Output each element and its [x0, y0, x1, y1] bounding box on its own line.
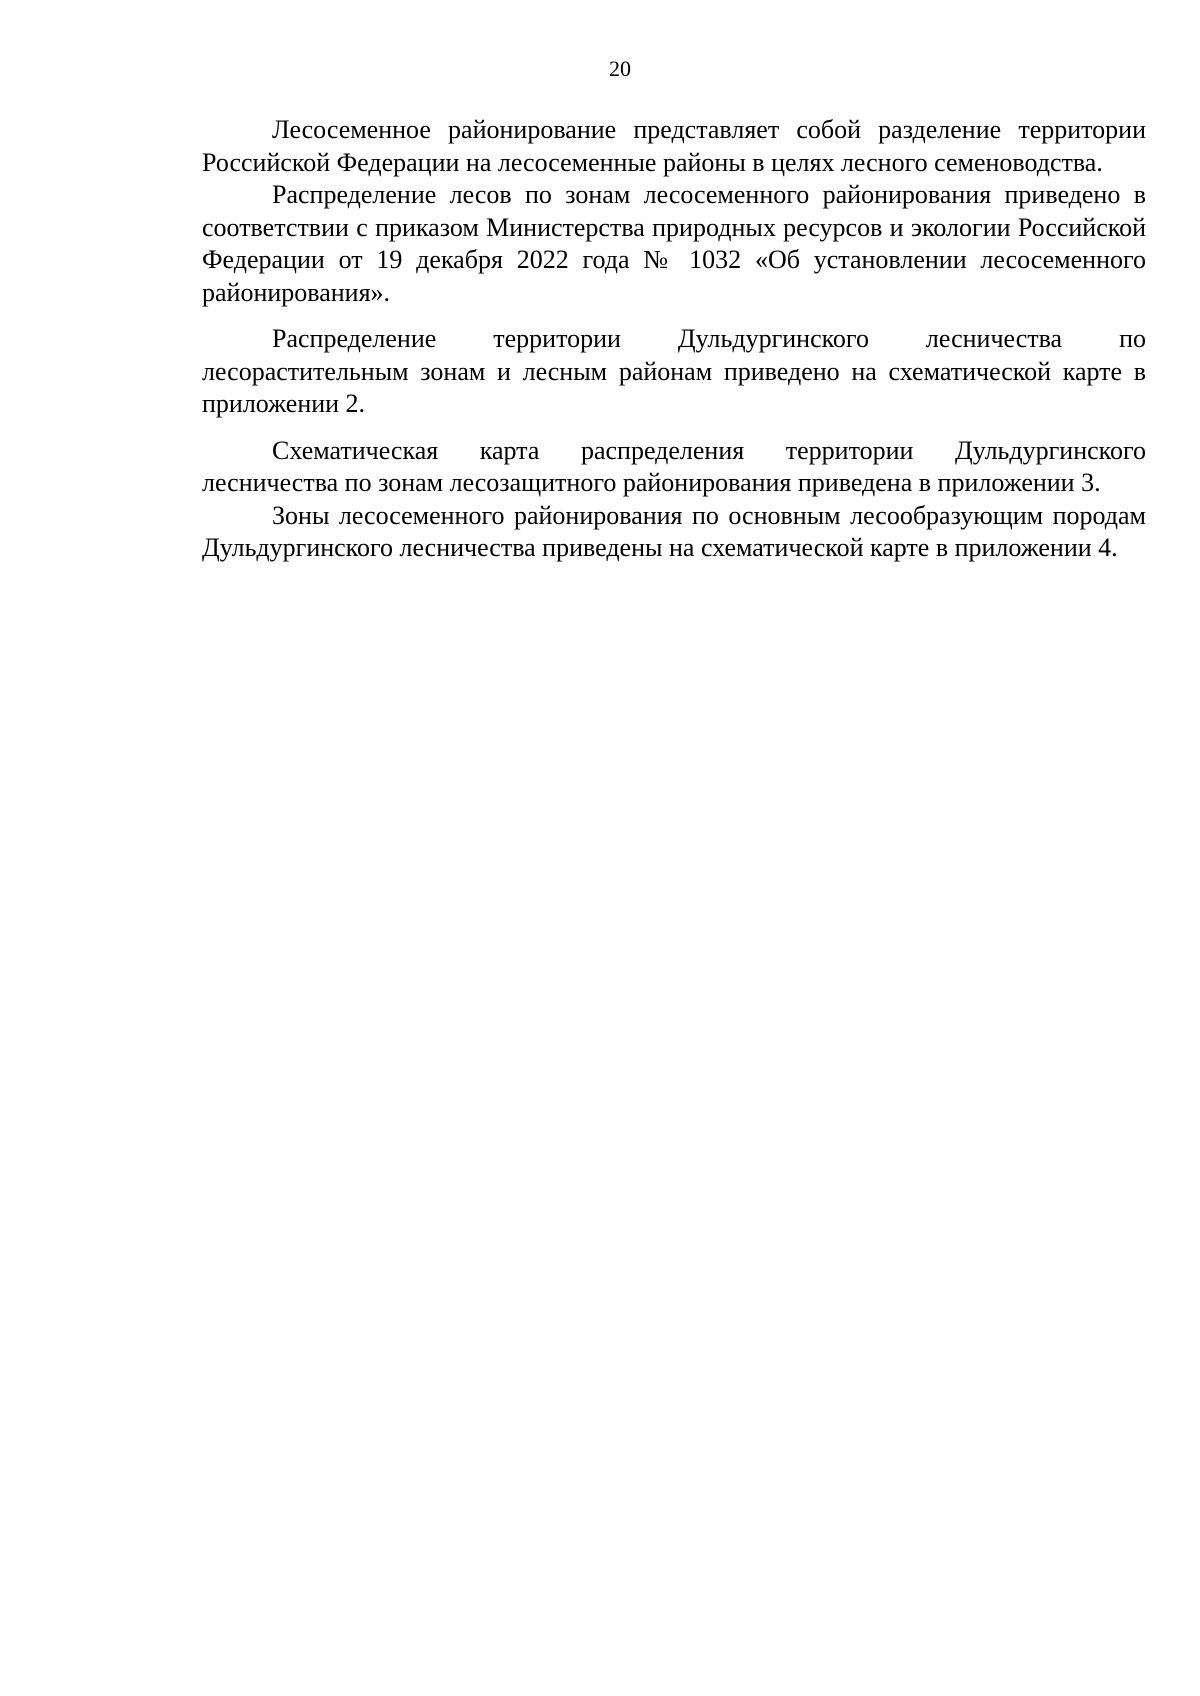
paragraph: Распределение территории Дульдургинского лесничества по лесорастительным зонам и лесным районам приведено на схематической карте в приложении 2.	[202, 324, 1146, 418]
paragraph: Зоны лесосеменного районирования по основным лесообразующим породам Дульдургинского лесничества приведены на схематической карте в приложении 4.	[202, 500, 1146, 562]
paragraph: Лесосеменное районирование представляет собой разделение территории Российской Федерации на лесосеменные районы в целях лесного семеноводства.	[202, 115, 1146, 177]
paragraph: Распределение лесов по зонам лесосеменного районирования приведено в соответствии с приказом Министерства природных ресурсов и экологии Российской Федерации от 19 декабря 2022 года № 1032 «Об установлении лесосеменного районирования».	[202, 180, 1146, 307]
document-body	[202, 114, 1146, 565]
page-number: 20	[609, 56, 631, 81]
paragraph: Схематическая карта распределения территории Дульдургинского лесничества по зонам лесозащитного районирования приведена в приложении 3.	[202, 435, 1146, 497]
